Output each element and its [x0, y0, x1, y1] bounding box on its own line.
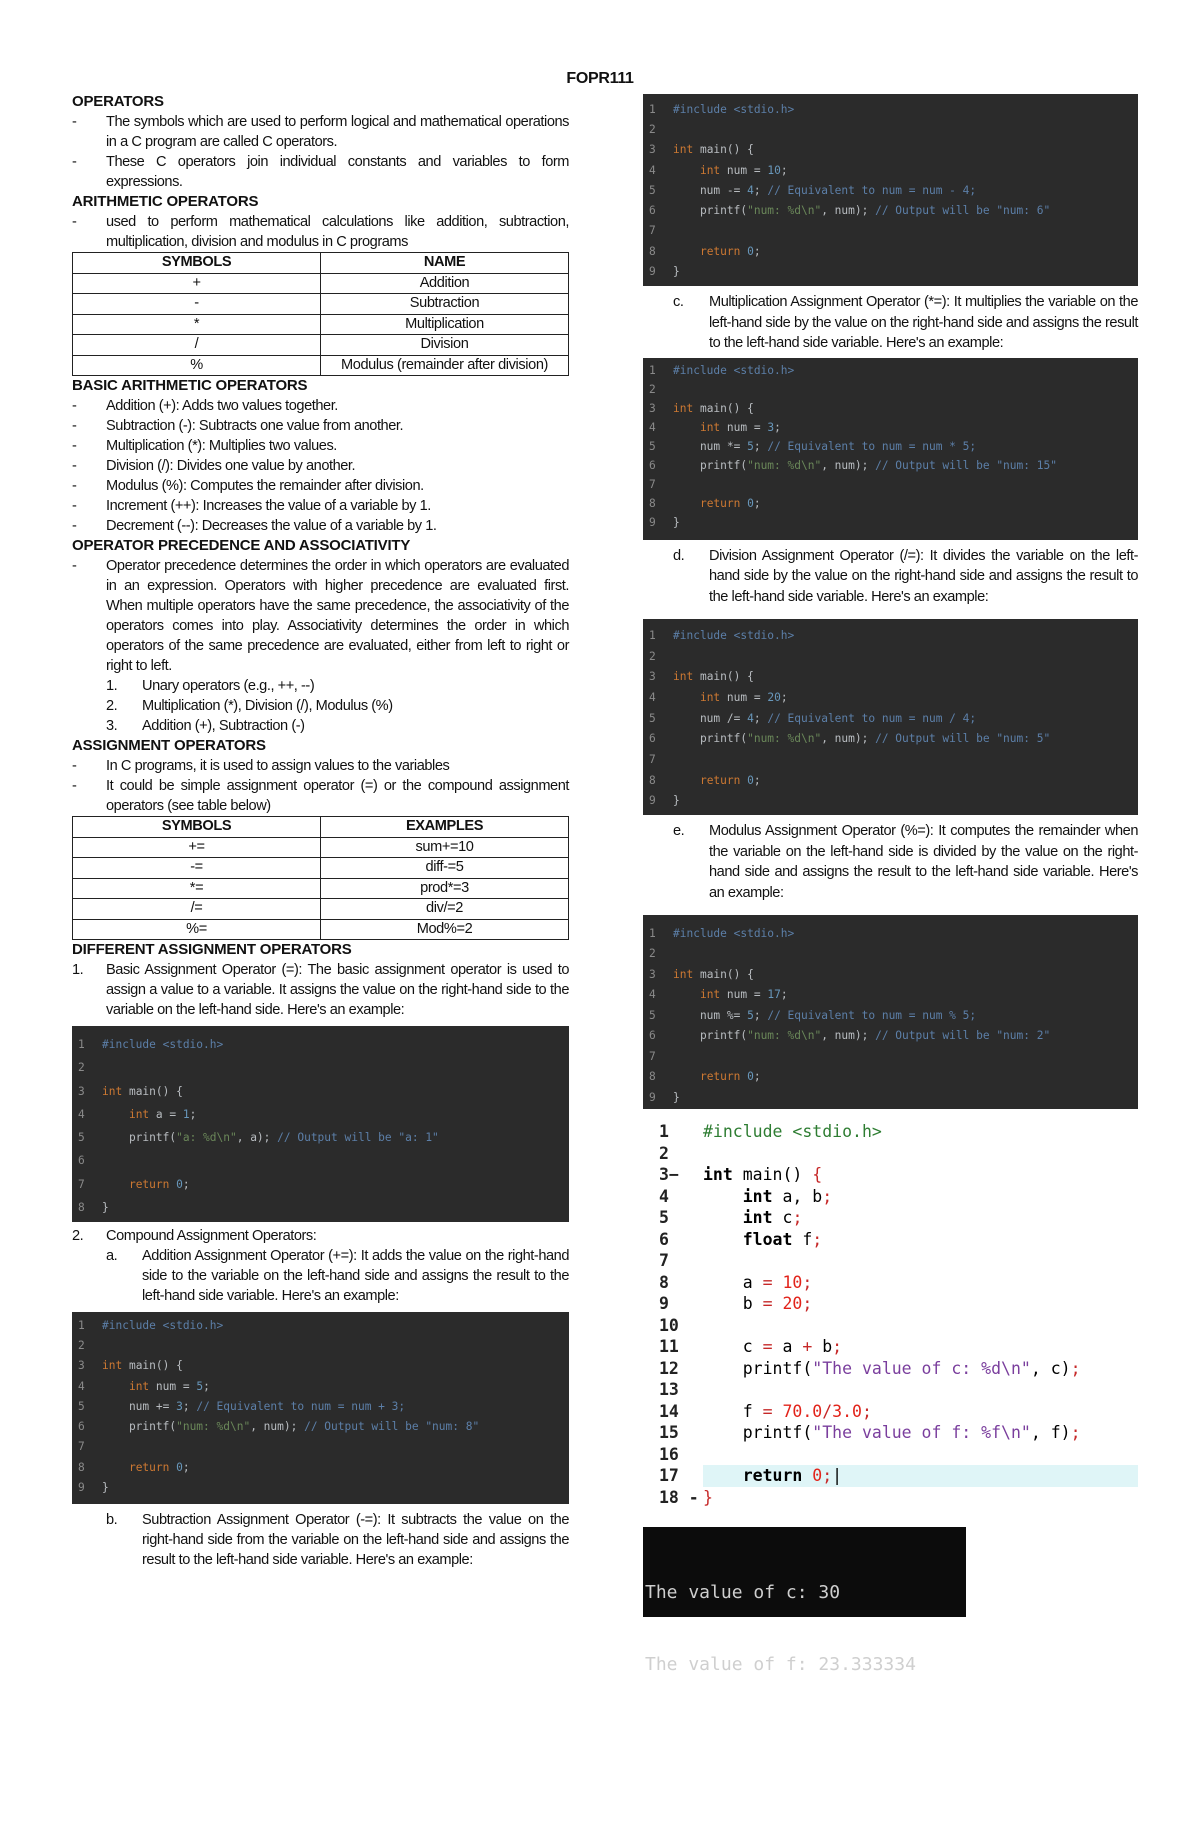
code-text: b = 20; — [703, 1294, 813, 1313]
code-line — [72, 1397, 569, 1417]
line-number: 7 — [649, 224, 656, 238]
code-text — [703, 1250, 1138, 1272]
code-text: return 0;| — [703, 1465, 1138, 1487]
code-text: return 0; — [128, 1177, 190, 1191]
code-line — [659, 1250, 1138, 1272]
code-line — [72, 1126, 569, 1149]
line-number: 16 — [659, 1444, 679, 1464]
list-item: - Division (/): Divides one value by another. — [72, 458, 356, 474]
line-number: 8 — [78, 1460, 85, 1474]
line-number: 5 — [649, 711, 656, 725]
code-line — [72, 1033, 569, 1056]
line-number: 4 — [78, 1107, 85, 1121]
line-number: 6 — [78, 1154, 85, 1168]
line-number: 2 — [649, 382, 656, 396]
list-item: - These C operators join individual constants and variables to form expressions. — [72, 154, 569, 190]
line-number: 8 — [649, 773, 656, 787]
code-text: } — [673, 794, 680, 808]
list-item: e. Modulus Assignment Operator (%=): It computes the remainder when the variable on the left-hand side is divided by the value on the right-hand side and assigns the result to the left-hand side variable. Here's an example: — [673, 823, 1138, 901]
code-text: int main() { — [673, 967, 754, 981]
table-row: * Multiplication — [73, 314, 569, 335]
code-text: int main() { — [673, 670, 754, 684]
code-block-mod — [643, 915, 1138, 1109]
code-line — [72, 1196, 569, 1219]
code-line — [72, 1377, 569, 1397]
table-row: + Addition — [73, 273, 569, 294]
code-text: #include <stdio.h> — [673, 927, 795, 940]
code-line — [643, 688, 1138, 709]
console-line: The value of c: 30 — [645, 1582, 841, 1603]
code-line — [643, 242, 1138, 262]
line-number: 2 — [649, 947, 656, 961]
code-line — [643, 100, 1138, 120]
code-line — [72, 1478, 569, 1498]
list-item: - used to perform mathematical calculations like addition, subtraction, multiplication, division and modulus in C programs — [72, 214, 569, 250]
code-line — [659, 1121, 1138, 1143]
code-line — [643, 399, 1138, 418]
code-line — [659, 1358, 1138, 1380]
code-line — [643, 161, 1138, 181]
code-text — [703, 1379, 1138, 1401]
line-number: 8 — [78, 1200, 85, 1214]
code-line — [72, 1336, 569, 1356]
line-number: 7 — [649, 1049, 656, 1063]
line-number: 9 — [649, 516, 656, 530]
code-text: num *= 5; // Equivalent to num = num * 5; — [673, 439, 977, 453]
code-block-final — [643, 1119, 1138, 1523]
line-number: 1 — [649, 629, 656, 642]
line-number: 8 — [649, 497, 656, 511]
line-number: 1 — [659, 1122, 669, 1141]
code-block-div — [643, 619, 1138, 815]
code-line — [643, 771, 1138, 792]
code-text — [703, 1315, 1138, 1337]
code-line — [643, 709, 1138, 730]
code-text: printf("The value of c: %d\n", c); — [703, 1358, 1081, 1378]
line-number: 9 — [649, 1090, 656, 1104]
code-text: #include <stdio.h> — [102, 1319, 224, 1332]
line-number: 10 — [659, 1315, 679, 1335]
line-number: 14 — [659, 1401, 679, 1421]
table-row: += sum+=10 — [73, 837, 569, 858]
code-line — [643, 418, 1138, 437]
code-line — [659, 1379, 1138, 1401]
code-text: printf("num: %d\n", num); // Output will be "num: 8" — [102, 1420, 480, 1434]
line-number: 7 — [649, 752, 656, 766]
table-row: / Division — [73, 335, 569, 356]
code-text: int a, b; — [742, 1186, 833, 1206]
list-item: - Modulus (%): Computes the remainder after division. — [72, 478, 424, 494]
line-number: 2 — [649, 649, 656, 663]
code-line — [643, 924, 1138, 944]
line-number: 7 — [649, 478, 656, 492]
list-item: 2. Compound Assignment Operators: — [72, 1228, 317, 1244]
code-text: return 0; — [699, 497, 761, 511]
precedence-heading: OPERATOR PRECEDENCE AND ASSOCIATIVITY — [72, 537, 411, 554]
line-number: 6 — [649, 204, 656, 218]
line-number: 6 — [659, 1229, 669, 1249]
code-line — [643, 1067, 1138, 1087]
code-line — [643, 120, 1138, 140]
code-line — [659, 1207, 1138, 1229]
operators-heading: OPERATORS — [72, 93, 164, 110]
code-text: printf("The value of f: %f\n", f); — [703, 1423, 1081, 1442]
line-number: 4 — [78, 1379, 85, 1393]
assignment-heading: ASSIGNMENT OPERATORS — [72, 737, 266, 754]
line-number: 11 — [659, 1337, 679, 1356]
code-text: int main() { — [102, 1084, 183, 1098]
list-item: - Increment (++): Increases the value of a variable by 1. — [72, 498, 431, 514]
line-number: 4 — [649, 690, 656, 704]
list-item: - In C programs, it is used to assign values to the variables — [72, 758, 450, 774]
list-item: - The symbols which are used to perform logical and mathematical operations in a C program are called C operators. — [72, 114, 569, 150]
code-text: c = a + b; — [703, 1337, 843, 1356]
line-number: 9 — [649, 264, 656, 278]
code-text: return 0; — [699, 1070, 761, 1084]
line-number: 13 — [659, 1380, 679, 1399]
line-number: 1 — [649, 363, 656, 377]
code-text: } — [102, 1200, 109, 1214]
code-line — [643, 626, 1138, 647]
list-item: 3. Addition (+), Subtraction (-) — [106, 718, 305, 734]
code-line — [643, 262, 1138, 282]
line-number: 8 — [649, 1070, 656, 1084]
code-block-sub — [643, 94, 1138, 286]
code-text: int main() { — [102, 1359, 183, 1373]
code-line — [643, 750, 1138, 771]
code-text: num %= 5; // Equivalent to num = num % 5; — [673, 1008, 977, 1022]
table-header: EXAMPLES — [321, 817, 569, 838]
table-header: SYMBOLS — [73, 817, 321, 838]
code-line — [659, 1293, 1138, 1315]
line-number: 2 — [78, 1061, 85, 1075]
code-text: #include <stdio.h> — [102, 1038, 224, 1051]
code-text: } — [102, 1480, 109, 1494]
code-line — [643, 380, 1138, 399]
line-number: 9 — [78, 1480, 85, 1494]
line-number: 3 — [649, 670, 656, 684]
code-line — [643, 647, 1138, 668]
code-line — [72, 1458, 569, 1478]
code-text: int num = 20; — [699, 690, 788, 704]
code-block-mul — [643, 358, 1138, 540]
code-text: #include <stdio.h> — [673, 363, 795, 377]
code-text: num -= 4; // Equivalent to num = num - 4; — [673, 183, 977, 197]
code-line — [659, 1336, 1138, 1358]
code-line — [72, 1149, 569, 1172]
code-line — [643, 1088, 1138, 1108]
code-text: return 0; — [699, 773, 761, 787]
code-line — [643, 1006, 1138, 1026]
code-text: int main() { — [703, 1165, 823, 1184]
left-column — [72, 92, 569, 1570]
line-number: 5 — [649, 183, 656, 197]
code-line — [659, 1444, 1138, 1466]
line-number: 4 — [649, 420, 656, 434]
right-column — [643, 94, 1138, 1675]
code-line — [643, 944, 1138, 964]
line-number: 5 — [649, 1008, 656, 1022]
code-line — [659, 1143, 1138, 1165]
line-number: 12 — [659, 1358, 679, 1378]
line-number: 18 - — [659, 1487, 699, 1507]
code-line — [643, 1047, 1138, 1067]
code-line — [72, 1316, 569, 1336]
code-text: printf("num: %d\n", num); // Output will be "num: 5" — [673, 732, 1051, 746]
code-text: num /= 4; // Equivalent to num = num / 4; — [673, 711, 977, 725]
table-header: SYMBOLS — [73, 253, 321, 274]
code-text: } — [673, 516, 680, 530]
list-item: a. Addition Assignment Operator (+=): It adds the value on the right-hand side to the variable on the left-hand side and assigns the result to the left-hand side variable. Here's an example: — [106, 1248, 569, 1304]
line-number: 3 — [649, 401, 656, 415]
table-row: %= Mod%=2 — [73, 919, 569, 940]
line-number: 3 — [649, 143, 656, 157]
code-text: printf("num: %d\n", num); // Output will be "num: 2" — [673, 1029, 1051, 1043]
code-text: int num = 5; — [128, 1379, 210, 1393]
line-number: 4 — [659, 1186, 669, 1206]
code-text: } — [673, 264, 680, 278]
line-number: 7 — [78, 1440, 85, 1454]
code-line — [72, 1103, 569, 1126]
line-number: 6 — [649, 1029, 656, 1043]
list-item: b. Subtraction Assignment Operator (-=): It subtracts the value on the right-hand side from the variable on the left-hand side and assigns the result to the left-hand side variable. Here's an example: — [106, 1512, 569, 1568]
line-number: 1 — [649, 927, 656, 940]
code-text: float f; — [742, 1229, 823, 1249]
code-line — [643, 475, 1138, 494]
line-number: 1 — [78, 1319, 85, 1332]
line-number: 3 — [78, 1084, 85, 1098]
table-row: - Subtraction — [73, 294, 569, 315]
code-text: int main() { — [673, 143, 754, 157]
code-text: int c; — [742, 1208, 803, 1227]
code-line — [643, 494, 1138, 513]
code-line — [643, 965, 1138, 985]
line-number: 8 — [649, 244, 656, 258]
code-line — [643, 456, 1138, 475]
code-line — [659, 1422, 1138, 1444]
code-line — [659, 1487, 1138, 1509]
code-text: #include <stdio.h> — [703, 1122, 882, 1141]
code-text: int num = 3; — [699, 420, 781, 434]
list-item: - Multiplication (*): Multiplies two values. — [72, 438, 337, 454]
assignment-table — [72, 816, 569, 940]
code-line — [643, 513, 1138, 532]
table-row: /= div/=2 — [73, 899, 569, 920]
line-number: 6 — [78, 1420, 85, 1434]
code-line — [659, 1465, 1138, 1487]
code-text: printf("num: %d\n", num); // Output will be "num: 6" — [673, 204, 1051, 218]
code-line — [643, 667, 1138, 688]
list-item: 2. Multiplication (*), Division (/), Modulus (%) — [106, 698, 393, 714]
line-number: 2 — [78, 1339, 85, 1353]
code-text: num += 3; // Equivalent to num = num + 3; — [102, 1399, 406, 1413]
line-number: 9 — [649, 794, 656, 808]
code-line — [659, 1229, 1138, 1251]
code-line — [643, 985, 1138, 1005]
basic-arithmetic-heading: BASIC ARITHMETIC OPERATORS — [72, 377, 308, 394]
table-header: NAME — [321, 253, 569, 274]
line-number: 5 — [659, 1208, 669, 1227]
code-text: return 0; — [699, 244, 761, 258]
code-text: } — [673, 1090, 680, 1104]
line-number: 15 — [659, 1423, 679, 1442]
list-item: - Decrement (--): Decreases the value of a variable by 1. — [72, 518, 437, 534]
list-item: - Operator precedence determines the order in which operators are evaluated in an expression. Operators with higher precedence are evaluated first. When multiple operators have the same precedence, the associativity of the operators comes into play. Associativity determines the order in which operators of the same precedence are evaluated, either from left to right or right to left. — [72, 558, 569, 674]
code-line — [72, 1080, 569, 1103]
list-item: 1. Basic Assignment Operator (=): The basic assignment operator is used to assign a value to a variable. It assigns the value on the right-hand side to the variable on the left-hand side. Here's an example: — [72, 962, 569, 1018]
code-line — [643, 791, 1138, 812]
different-assignment-heading: DIFFERENT ASSIGNMENT OPERATORS — [72, 941, 352, 958]
code-line — [659, 1186, 1138, 1208]
line-number: 17 — [659, 1466, 679, 1485]
code-text: #include <stdio.h> — [673, 103, 795, 116]
list-item: c. Multiplication Assignment Operator (*=): It multiplies the variable on the left-hand side by the value on the right-hand side and assigns the result to the left-hand side variable. Here's an example: — [673, 294, 1138, 351]
console-line: The value of f: 23.333334 — [645, 1654, 916, 1675]
code-line — [659, 1164, 1138, 1186]
line-number: 6 — [649, 459, 656, 473]
code-line — [643, 1026, 1138, 1046]
code-line — [643, 140, 1138, 160]
code-text: return 0; — [128, 1460, 190, 1474]
code-text: printf("a: %d\n", a); // Output will be "a: 1" — [102, 1131, 439, 1144]
line-number: 9 — [659, 1294, 669, 1313]
line-number: 5 — [78, 1399, 85, 1413]
line-number: 1 — [78, 1038, 85, 1051]
list-item: d. Division Assignment Operator (/=): It divides the variable on the left-hand side by the value on the right-hand side and assigns the result to the left-hand side variable. Here's an example: — [673, 547, 1138, 605]
code-line — [72, 1437, 569, 1457]
code-line — [659, 1401, 1138, 1423]
line-number: 7 — [659, 1251, 669, 1270]
code-line — [643, 437, 1138, 456]
line-number: 3 — [649, 967, 656, 981]
line-number: 5 — [78, 1131, 85, 1144]
line-number: 3 — [78, 1359, 85, 1373]
code-line — [659, 1315, 1138, 1337]
line-number: 2 — [659, 1143, 669, 1163]
line-number: 5 — [649, 439, 656, 453]
code-line — [643, 181, 1138, 201]
code-line — [643, 729, 1138, 750]
table-row: -= diff-=5 — [73, 858, 569, 879]
list-item: - Subtraction (-): Subtracts one value from another. — [72, 418, 404, 434]
code-line — [72, 1417, 569, 1437]
code-line — [643, 361, 1138, 380]
line-number: 8 — [659, 1272, 669, 1292]
list-item: - It could be simple assignment operator (=) or the compound assignment operators (see table below) — [72, 778, 569, 814]
code-text: printf("num: %d\n", num); // Output will be "num: 15" — [673, 459, 1057, 473]
code-line — [643, 221, 1138, 241]
console-output — [643, 1527, 966, 1675]
code-text: int num = 10; — [699, 163, 788, 177]
line-number: 7 — [78, 1177, 85, 1191]
code-text: a = 10; — [703, 1272, 813, 1292]
line-number: 4 — [649, 163, 656, 177]
code-line — [643, 201, 1138, 221]
code-text: int num = 17; — [699, 988, 788, 1002]
code-text: int a = 1; — [128, 1107, 197, 1121]
code-text — [703, 1143, 1138, 1165]
line-number: 1 — [649, 103, 656, 116]
list-item: - Addition (+): Adds two values together. — [72, 398, 338, 414]
table-row: % Modulus (remainder after division) — [73, 355, 569, 376]
line-number: 2 — [649, 123, 656, 137]
arithmetic-table — [72, 252, 569, 376]
code-line — [72, 1356, 569, 1376]
page-title: FOPR111 — [566, 70, 634, 87]
code-block-basic — [72, 1026, 569, 1222]
code-line — [72, 1056, 569, 1079]
code-text — [703, 1444, 1138, 1466]
code-text: int main() { — [673, 401, 754, 415]
code-block-add — [72, 1312, 569, 1504]
line-number: 3− — [659, 1165, 679, 1184]
line-number: 4 — [649, 988, 656, 1002]
code-text: #include <stdio.h> — [673, 629, 795, 642]
line-number: 6 — [649, 732, 656, 746]
table-row: *= prod*=3 — [73, 878, 569, 899]
code-line — [659, 1272, 1138, 1294]
list-item: 1. Unary operators (e.g., ++, --) — [106, 678, 315, 694]
code-text: } — [703, 1487, 713, 1507]
code-text: f = 70.0/3.0; — [703, 1401, 872, 1421]
arithmetic-heading: ARITHMETIC OPERATORS — [72, 193, 259, 210]
code-line — [72, 1173, 569, 1196]
